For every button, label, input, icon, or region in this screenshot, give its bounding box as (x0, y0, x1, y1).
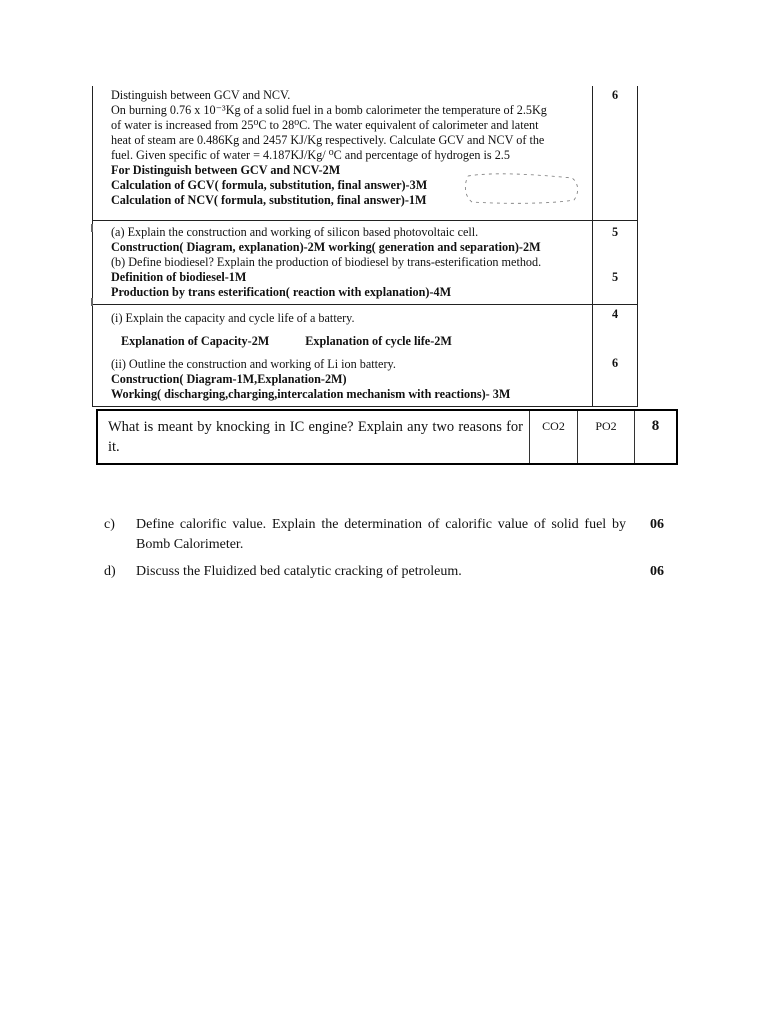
question-text: What is meant by knocking in IC engine? Explain any two reasons for it. (98, 411, 530, 463)
scheme-line: Production by trans esterification( reaction with explanation)-4M (111, 285, 452, 299)
question-line: (b) Define biodiesel? Explain the production of biodiesel by trans-esterification method. (111, 255, 542, 269)
scheme-line: Construction( Diagram, explanation)-2M working( generation and separation)-2M (111, 240, 541, 254)
scheme-line: Calculation of GCV( formula, substitution, final answer)-3M (111, 178, 428, 192)
question-line: fuel. Given specific of water = 4.187KJ/Kg/ ⁰C and percentage of hydrogen is 2.5 (111, 148, 510, 162)
scheme-line (111, 334, 586, 349)
marks-value: 5 (611, 225, 619, 239)
pen-scribble-mark (462, 170, 582, 208)
question-line: heat of steam are 0.486Kg and 2457 KJ/Kg respectively. Calculate GCV and NCV of the (111, 133, 545, 147)
question-marks: 8 (651, 418, 660, 434)
margin-mark (91, 224, 93, 232)
question-line: On burning 0.76 x 10⁻³Kg of a solid fuel in a bomb calorimeter the temperature of 2.5Kg (111, 103, 547, 117)
marks-cell (593, 305, 638, 407)
question-d (104, 562, 664, 584)
question-cell (93, 305, 593, 407)
program-outcome: PO2 (578, 411, 635, 463)
question-label: d) (104, 564, 116, 579)
marks-cell (593, 86, 638, 221)
question-line: (i) Explain the capacity and cycle life of a battery. (111, 311, 355, 325)
margin-mark (91, 298, 93, 306)
question-text: Discuss the Fluidized bed catalytic cracking of petroleum. (136, 564, 462, 579)
question-marks: 06 (650, 564, 664, 579)
table-row (93, 221, 638, 305)
scheme-capacity: Explanation of Capacity-2M (121, 334, 270, 348)
scheme-line: For Distinguish between GCV and NCV-2M (111, 163, 341, 177)
scheme-line: Definition of biodiesel-1M (111, 270, 247, 284)
question-text: Define calorific value. Explain the determination of calorific value of solid fuel by Bomb Calorimeter. (136, 517, 626, 552)
marks-value: 6 (611, 356, 619, 370)
question-line: Distinguish between GCV and NCV. (111, 88, 291, 102)
scheme-cycle-life: Explanation of cycle life-2M (305, 334, 452, 348)
marks-value: 6 (611, 88, 619, 102)
marks-cell (593, 221, 638, 305)
question-cell (93, 221, 593, 305)
question-marks: 06 (650, 517, 664, 532)
question-table (96, 409, 678, 465)
marks-value: 5 (611, 270, 619, 284)
question-line: of water is increased from 25⁰C to 28⁰C. The water equivalent of calorimeter and latent (111, 118, 539, 132)
answer-scheme-table (92, 86, 638, 407)
course-outcome: CO2 (530, 411, 578, 463)
scheme-line: Working( discharging,charging,intercalation mechanism with reactions)- 3M (111, 387, 511, 401)
question-c (104, 515, 664, 557)
question-label: c) (104, 517, 115, 532)
marks-value: 4 (611, 307, 619, 321)
question-line: (ii) Outline the construction and working of Li ion battery. (111, 357, 396, 371)
question-line: (a) Explain the construction and working of silicon based photovoltaic cell. (111, 225, 479, 239)
scheme-line: Construction( Diagram-1M,Explanation-2M) (111, 372, 347, 386)
scheme-line: Calculation of NCV( formula, substitution, final answer)-1M (111, 193, 427, 207)
table-row (93, 305, 638, 407)
